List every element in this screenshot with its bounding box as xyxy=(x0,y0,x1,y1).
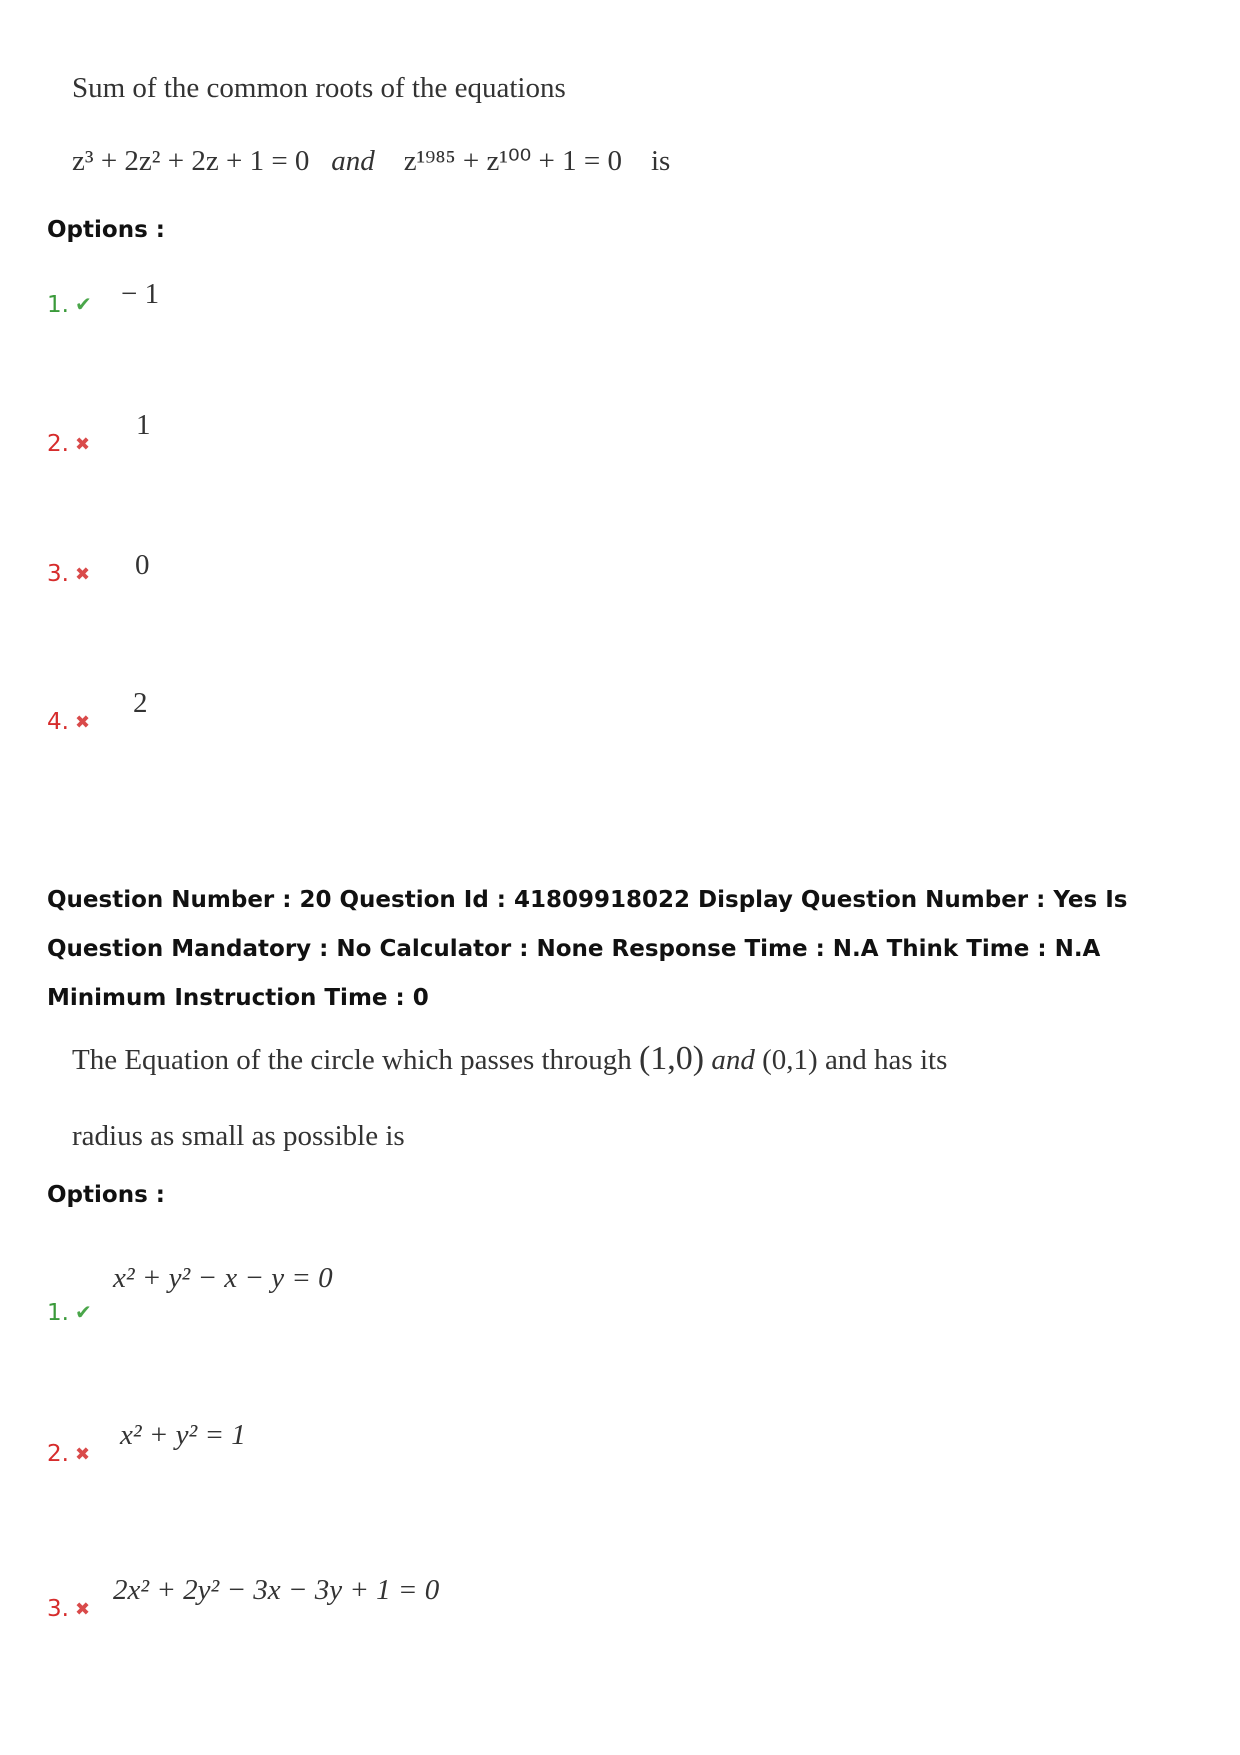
q20-option-3 xyxy=(47,1596,90,1622)
option-number: 2. xyxy=(47,431,69,457)
q19-option-4 xyxy=(47,709,90,735)
q19-option-2-value: 1 xyxy=(136,409,151,441)
q19-equation-1: z³ + 2z² + 2z + 1 = 0 xyxy=(72,145,310,177)
q20-point-a: (1,0) xyxy=(638,1040,705,1077)
option-number: 1. xyxy=(47,292,69,318)
q19-equation-2: z¹⁹⁸⁵ + z¹⁰⁰ + 1 = 0 xyxy=(403,145,622,177)
check-icon: ✔ xyxy=(74,1300,92,1324)
q19-option-1-value: − 1 xyxy=(121,278,160,310)
option-number: 1. xyxy=(47,1300,69,1326)
cross-icon: ✖ xyxy=(74,712,91,733)
q20-option-1 xyxy=(47,1300,92,1326)
check-icon: ✔ xyxy=(74,292,92,316)
q20-option-1-value: x² + y² − x − y = 0 xyxy=(113,1262,333,1294)
q20-metadata: Question Number : 20 Question Id : 41809918022 Display Question Number : Yes Is Question Mandatory : No Calculator : None Response Time : N.A Think Time : N.A Minimum Instruction Time : 0 xyxy=(47,887,1128,1011)
option-number: 3. xyxy=(47,561,69,587)
cross-icon: ✖ xyxy=(74,564,91,585)
cross-icon: ✖ xyxy=(74,434,91,455)
cross-icon: ✖ xyxy=(74,1599,91,1620)
q20-options-label: Options : xyxy=(47,1182,165,1208)
q19-option-3-value: 0 xyxy=(135,549,150,581)
q19-option-4-value: 2 xyxy=(133,687,148,719)
q19-option-3 xyxy=(47,561,90,587)
cross-icon: ✖ xyxy=(74,1444,91,1465)
q20-stem-text-b: and has its xyxy=(824,1044,948,1076)
q19-stem-line2 xyxy=(72,147,670,176)
q19-tail: is xyxy=(650,145,671,177)
q19-connector: and xyxy=(331,145,375,177)
q19-options-label: Options : xyxy=(47,217,165,243)
option-number: 3. xyxy=(47,1596,69,1622)
q20-point-b: (0,1) xyxy=(762,1044,818,1076)
q20-option-2-value: x² + y² = 1 xyxy=(120,1419,246,1451)
q19-stem-line1: Sum of the common roots of the equations xyxy=(72,72,566,104)
q20-connector: and xyxy=(711,1044,755,1076)
option-number: 2. xyxy=(47,1441,69,1467)
option-number: 4. xyxy=(47,709,69,735)
q19-option-2 xyxy=(47,431,90,457)
q19-option-1 xyxy=(47,292,92,318)
q20-stem-line2: radius as small as possible is xyxy=(72,1120,405,1152)
q20-stem-text-a: The Equation of the circle which passes through xyxy=(72,1044,632,1076)
q20-option-2 xyxy=(47,1441,90,1467)
q20-stem-line1 xyxy=(72,1042,947,1076)
q20-option-3-value: 2x² + 2y² − 3x − 3y + 1 = 0 xyxy=(113,1574,440,1606)
